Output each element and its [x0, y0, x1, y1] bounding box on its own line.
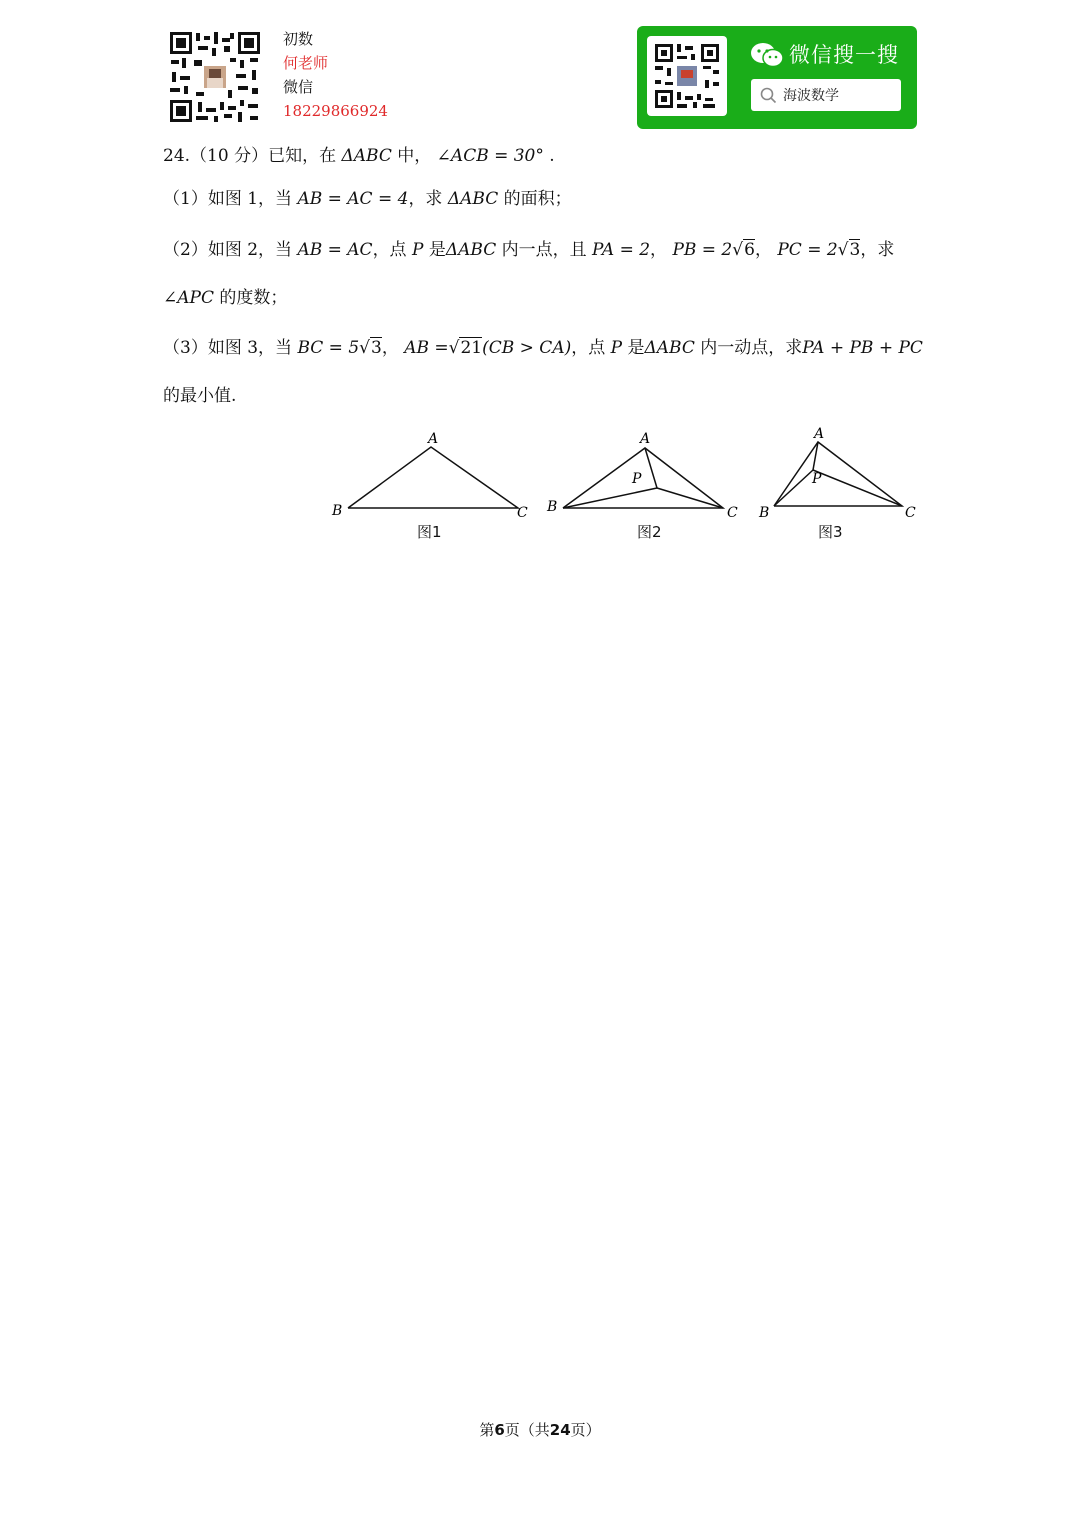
contact-info	[283, 27, 388, 123]
triangle-abc-shape	[348, 447, 518, 508]
problem-intro	[163, 141, 555, 166]
part-2-end: ，求	[860, 240, 895, 260]
label-p: P	[632, 471, 642, 487]
part-1-end: 的面积；	[503, 189, 572, 209]
part-2-text: 内一点，且	[501, 240, 587, 260]
angle-apc: ∠APC	[163, 288, 214, 308]
part-1	[163, 184, 572, 209]
label-p: P	[812, 471, 822, 487]
triangle-abc-shape	[774, 442, 902, 506]
figure-2	[546, 431, 738, 521]
part-3-prefix: （3）如图 3，当	[163, 338, 293, 358]
part-2	[163, 235, 894, 260]
wechat-search-banner[interactable]	[637, 26, 917, 129]
sqrt-3: √3	[359, 338, 382, 358]
segment-pc	[813, 470, 902, 506]
problem-intro-text: 24.（10 分）已知，在	[163, 146, 337, 166]
figure-3	[758, 426, 916, 521]
qr-code-left	[168, 30, 262, 124]
label-a: A	[428, 431, 439, 447]
triangle-abc: ΔABC	[445, 240, 497, 260]
label-b: B	[547, 499, 558, 515]
sqrt-3: √3	[837, 240, 861, 260]
point-p: P	[411, 240, 424, 260]
part-3-text: 内一动点，求	[700, 338, 803, 358]
label-b: B	[759, 505, 770, 521]
part-1-prefix: （1）如图 1，当	[163, 189, 293, 209]
segment-pb	[774, 470, 813, 506]
qr-code-right	[647, 36, 727, 116]
page-number: 6	[494, 1421, 505, 1439]
part-2-text: ，点	[372, 240, 407, 260]
part-3-text: 是	[627, 338, 645, 358]
radicand: 3	[370, 338, 382, 358]
figure-3-caption: 图3	[818, 523, 843, 541]
segment-pa	[645, 448, 657, 488]
contact-line-wechat: 微信	[283, 78, 314, 96]
wechat-logo-icon	[750, 42, 784, 68]
search-icon	[760, 87, 777, 104]
part-2-prefix: （2）如图 2，当	[163, 240, 293, 260]
triangle-abc: ΔABC	[341, 146, 392, 166]
separator: ，	[650, 240, 668, 260]
pb-value: PB = 2	[672, 240, 733, 260]
part-2-line-2	[163, 283, 287, 308]
pa-value: PA = 2	[592, 240, 651, 260]
angle-condition: ∠ACB = 30°	[436, 146, 544, 166]
page-footer	[0, 1419, 1080, 1440]
part-3-line-2	[163, 381, 236, 406]
contact-line-teacher: 何老师	[283, 54, 329, 72]
figure-1	[331, 431, 528, 521]
triangle-abc-shape	[563, 448, 723, 508]
part-2-question: 的度数；	[219, 288, 288, 308]
contact-line-subject: 初数	[283, 30, 314, 48]
footer-text: 页（共	[504, 1421, 550, 1439]
part-3-question: 的最小值.	[163, 386, 237, 406]
part-1-suffix: ，求	[408, 189, 443, 209]
separator: ，	[381, 338, 399, 358]
part-2-text: 是	[428, 240, 446, 260]
part-3	[163, 333, 923, 358]
contact-phone: 18229866924	[283, 102, 388, 120]
side-condition: (CB > CA)	[482, 338, 572, 358]
segment-pc	[657, 488, 723, 508]
sum-expression: PA + PB + PC	[802, 338, 923, 358]
triangle-abc: ΔABC	[447, 189, 499, 209]
label-a: A	[640, 431, 651, 447]
problem-intro-end: .	[549, 146, 555, 166]
wechat-search-query: 海波数学	[783, 88, 839, 104]
wechat-search-title: 微信搜一搜	[789, 43, 899, 67]
figure-1-caption: 图1	[417, 523, 442, 541]
ab-value: AB =	[404, 338, 449, 358]
sqrt-6: √6	[732, 240, 755, 260]
radicand: 6	[744, 240, 755, 260]
part-3-text: ，点	[571, 338, 606, 358]
footer-text: 页）	[570, 1421, 601, 1439]
problem-intro-mid: 中，	[397, 146, 432, 166]
label-c: C	[905, 505, 916, 521]
bc-value: BC = 5	[297, 338, 360, 358]
label-b: B	[332, 503, 343, 519]
point-p: P	[610, 338, 623, 358]
footer-text: 第	[479, 1421, 495, 1439]
label-c: C	[727, 505, 738, 521]
triangle-abc: ΔABC	[644, 338, 695, 358]
qr-code-icon	[168, 30, 262, 124]
label-c: C	[517, 505, 528, 521]
sqrt-21: √21	[448, 338, 483, 358]
figure-2-caption: 图2	[637, 523, 662, 541]
separator: ，	[754, 240, 772, 260]
radicand: 3	[849, 240, 861, 260]
page-total: 24	[549, 1421, 571, 1439]
part-1-condition: AB = AC = 4	[297, 189, 409, 209]
pc-value: PC = 2	[777, 240, 838, 260]
qr-code-icon	[647, 36, 727, 116]
wechat-search-box[interactable]	[751, 79, 901, 111]
label-a: A	[814, 426, 825, 442]
part-2-condition: AB = AC	[297, 240, 373, 260]
radicand: 21	[460, 338, 483, 358]
